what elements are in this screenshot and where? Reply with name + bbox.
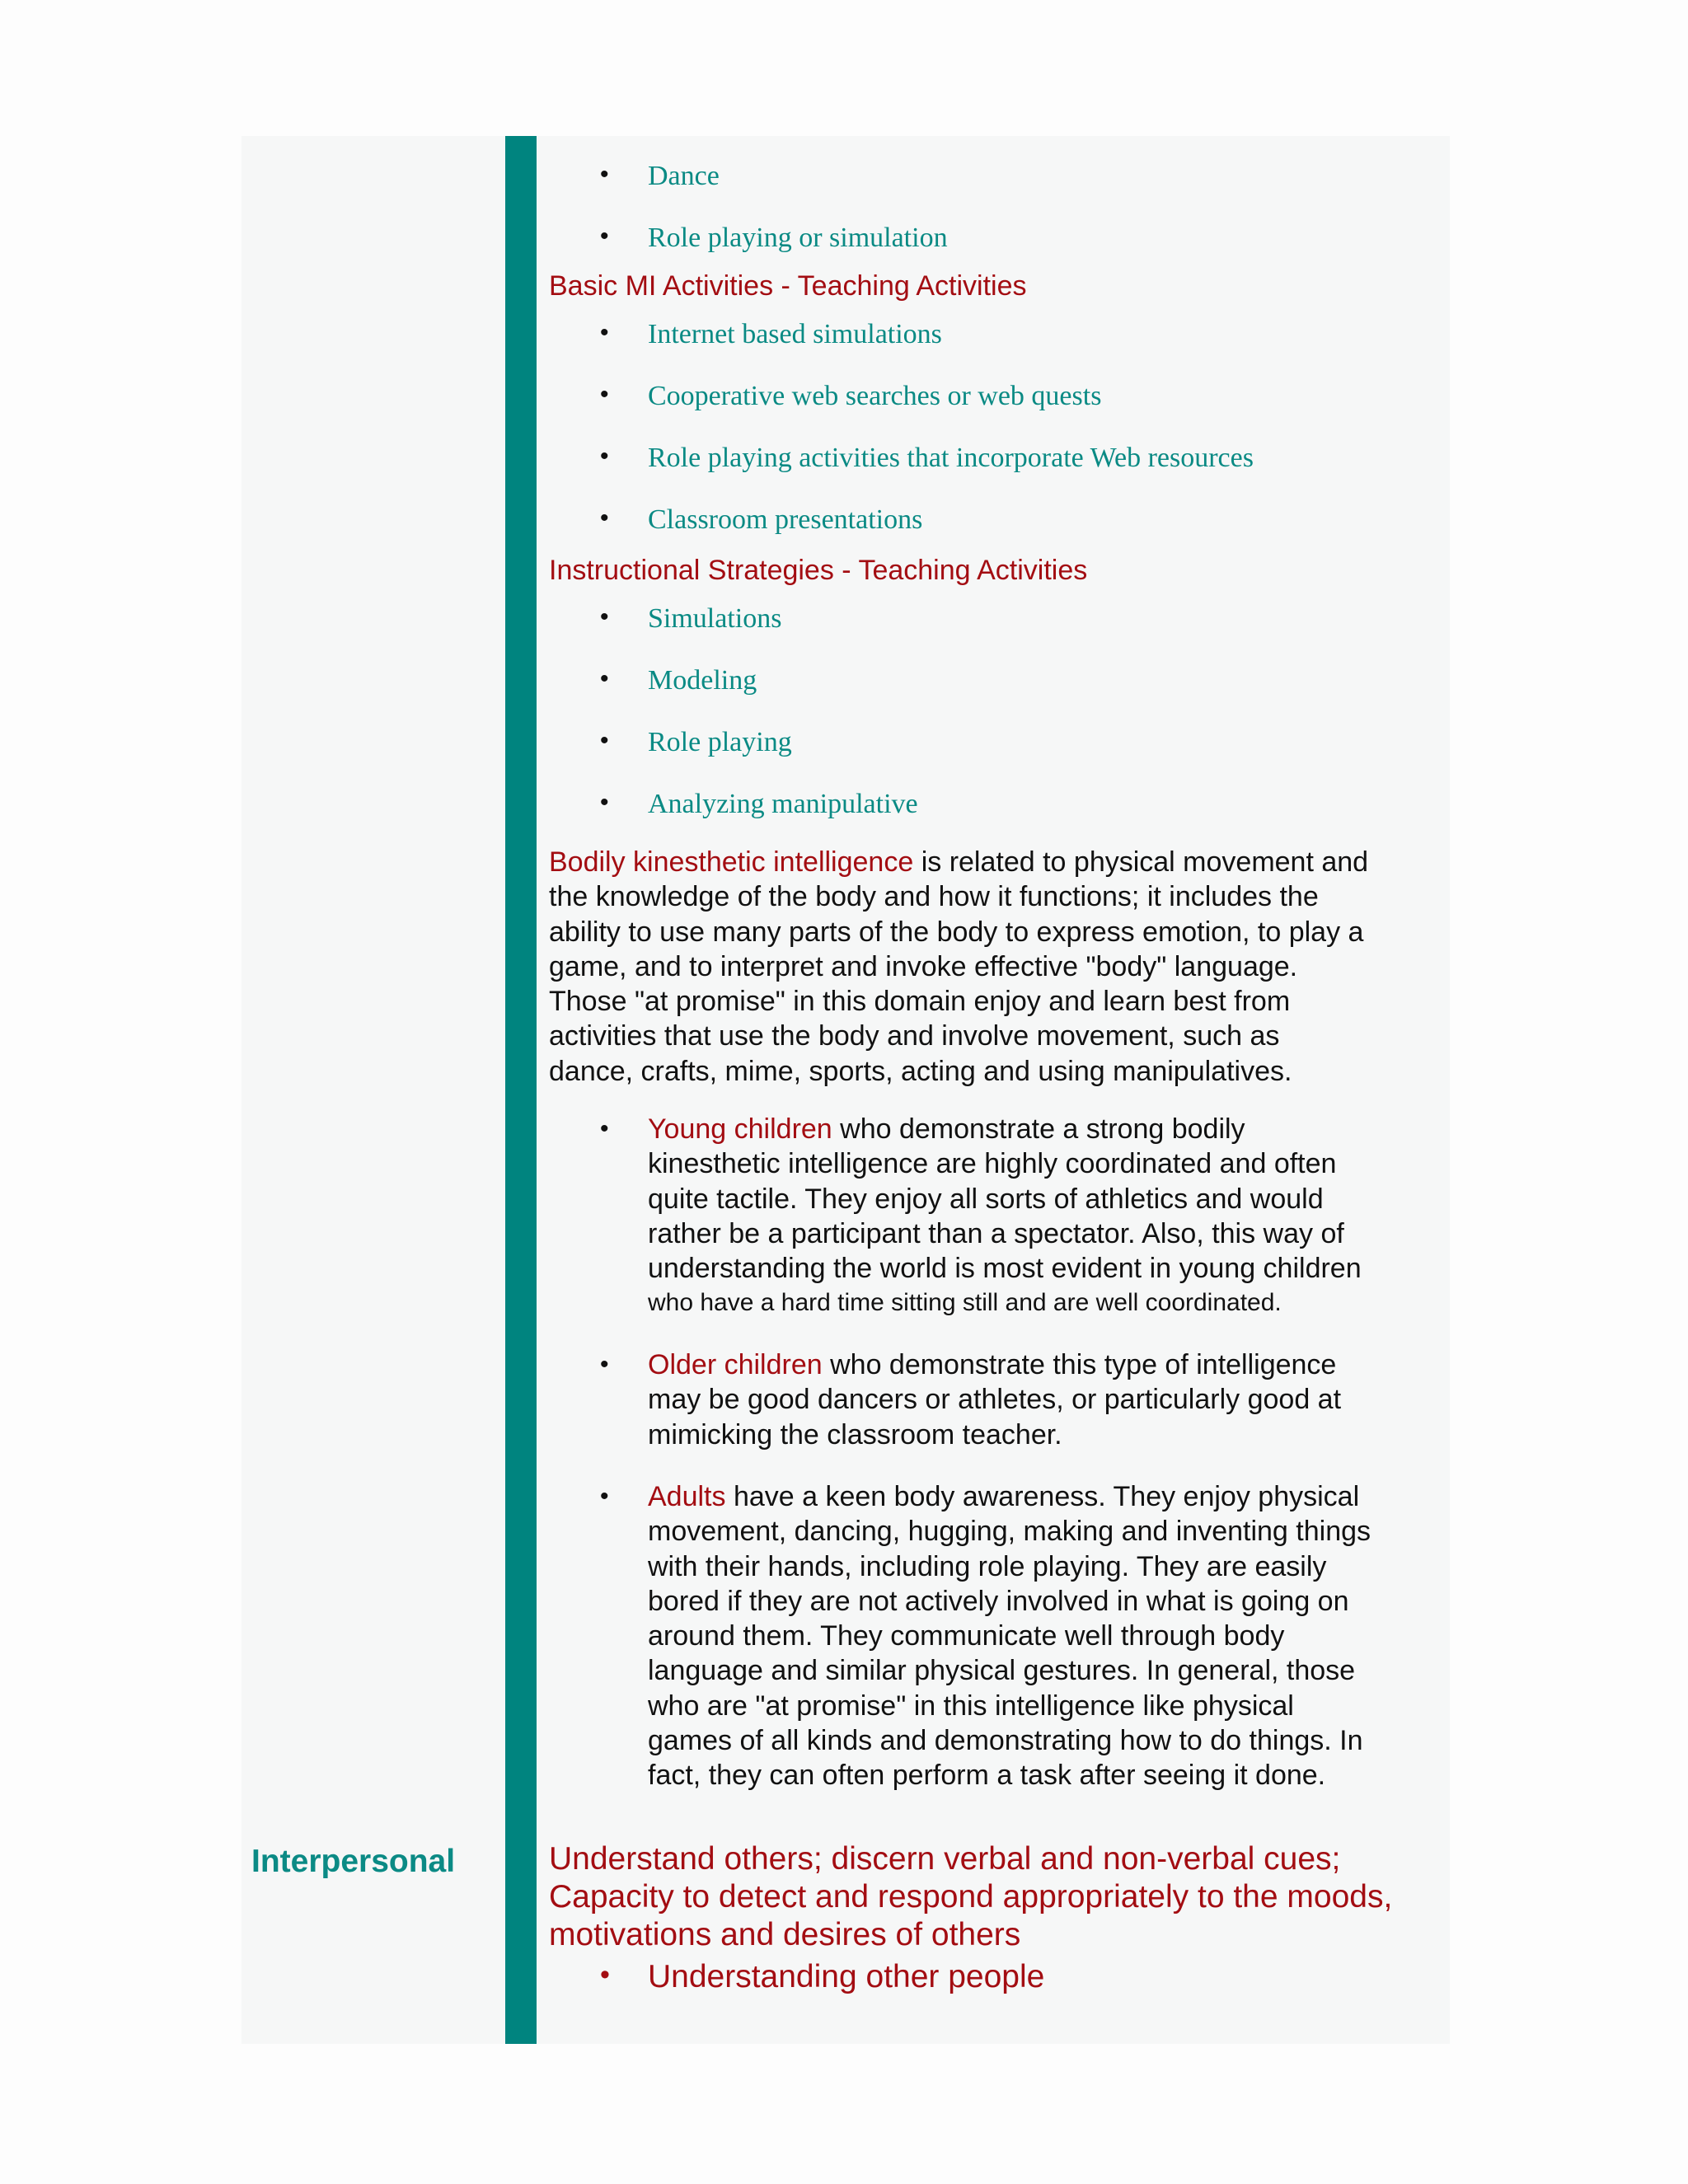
bodily-kinesthetic-term: Bodily kinesthetic intelligence [549, 846, 914, 878]
bullet-icon: • [600, 504, 609, 532]
instructional-strategies-heading: Instructional Strategies - Teaching Activities [549, 555, 1088, 586]
bullet-icon: • [600, 1115, 609, 1142]
content-panel: Interpersonal • Dance • Role playing or simulation Basic MI Activities - Teaching Activities • Internet based simulations • Cooperative web searches or web quests • Role playing activities that incorporate Web resources • Classroom presentations Instructional Strategies - Teaching Activities • Simulations • Modeling • Role playing • Analyzing manipulative Bodily kinesthetic intelligence is related to physical movement and the knowledge of the body and how it functions; it includes the ability to use many parts of the body to express emotion, to play a game, and to interpret and invoke effective "body" language. Those "at promise" in this domain enjoy and learn best from activities that use the body and involve movement, such as dance, crafts, mime, sports, acting and using manipulatives. • Young children who demonstrate a strong bodily kinesthetic intelligence are highly coordinated and often quite tactile. They enjoy all sorts of athletics and would rather be a participant than a spectator. Also, this way of understanding the world is most evident in young children who have a hard time sitting still and are well coordinated. • Older children who demonstrate this type of intelligence may be good dancers or athletes, or particularly good at mimicking the classroom teacher. • Adults have a keen body awareness. They enjoy physical movement, dancing, hugging, making and inventing things with their hands, including role playing. They are easily bored if they are not actively involved in what is going on around them. They communicate well through body language and similar physical gestures. In general, those who are "at promise" in this intelligence like physical games of all kinds and demonstrating how to do things. In fact, they can often perform a task after seeing it done. Understand others; discern verbal and non-verbal cues; Capacity to detect and respond appropriately to the moods, motivations and desires of others • Understanding other people [241, 136, 1450, 2044]
bullet-icon: • [600, 603, 609, 630]
young-children-term: Young children [648, 1113, 832, 1145]
bullet-icon: • [600, 223, 609, 250]
teal-divider-bar [505, 136, 537, 2044]
bullet-icon: • [600, 665, 609, 692]
older-children-term: Older children [648, 1349, 823, 1380]
bullet-icon: • [600, 1959, 610, 1990]
intelligence-label-interpersonal: Interpersonal [251, 1844, 456, 1879]
bullet-icon: • [600, 381, 609, 408]
label-column [241, 136, 505, 2044]
bullet-icon: • [600, 789, 609, 816]
bullet-icon: • [600, 1483, 609, 1510]
bodily-kinesthetic-paragraph: Bodily kinesthetic intelligence is related to physical movement and the knowledge of the body and how it functions; it includes the ability to use many parts of the body to express emotion, to play a game, and to interpret and invoke effective "body" language. Those "at promise" in this domain enjoy and learn best from activities that use the body and involve movement, such as dance, crafts, mime, sports, acting and using manipulatives. [549, 846, 1369, 1087]
bullet-icon: • [600, 1351, 609, 1378]
adults-term: Adults [648, 1481, 726, 1512]
bullet-icon: • [600, 443, 609, 470]
basic-mi-heading: Basic MI Activities - Teaching Activities [549, 270, 1027, 302]
interpersonal-description: Understand others; discern verbal and non-verbal cues; Capacity to detect and respond appropriately to the moods, motivations and desires of others [549, 1841, 1393, 1952]
bullet-icon: • [600, 319, 609, 346]
bullet-icon: • [600, 727, 609, 754]
bullet-icon: • [600, 161, 609, 188]
